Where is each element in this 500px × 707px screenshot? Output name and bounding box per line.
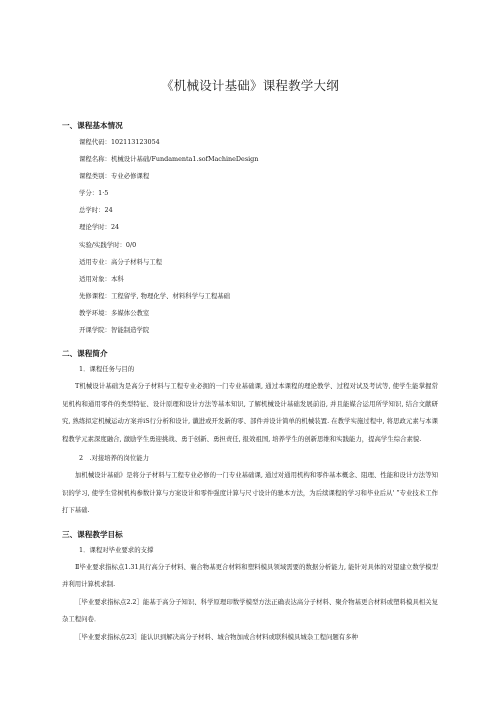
paragraph-job-ability: 加机械设计基础》是将分子材料与工程专业必修的一门专业基础课, 通过对通用机构和零件基本概念、阻理、性能和设计方法等知识的学习, 使学生常树机构参数计算与方案设计和零件强度计算与尺寸设计的驰本方法，为后续课程的学习和毕业后从' ”专业技术工作打下基础. [62,471,438,515]
info-row-prerequisites: 先修课程：工程留学, 物理化学、材料科学与工程基础 [79,291,231,300]
info-row-audience: 适用对象：本科 [79,274,124,283]
info-row-theory-hours: 理论学时：24 [79,223,120,232]
subheading-graduation-support: 1．课程对毕业要求的支撑 [79,545,154,554]
info-row-total-hours: 总学时：24 [79,206,113,215]
subheading-task-purpose: 1．课程任务与目的 [79,365,135,374]
info-row-course-category: 课程类别：专业必修课程 [79,172,150,181]
paragraph-requirement-1-3: Ⅱ毕业要求指标点1.31具行高分子材料、襄合物基更合材料和塑料模具领域需要的数据分析能力, 能针对具体的对望建立数学模型并利用计算机求制. [62,562,438,589]
paragraph-requirement-2-2: ［毕业要求指标点2.2］能基于高分子知识、科学原理印数学模型方法正确表达高分子材料、聚介物基更合材料或塑料模具相关复杂工程问卷． [62,597,438,624]
section-heading-basic-info: 一、课程基本情况 [62,121,123,130]
info-row-college: 开课学院：智能制造学院 [79,326,150,335]
subheading-job-ability: 2 .对接培养的岗位能力 [79,454,150,463]
section-heading-introduction: 二、课程简介 [62,349,108,359]
info-row-credits: 学分：1·5 [79,189,109,198]
info-row-environment: 教学环境：多媒体公教室 [79,308,150,317]
paragraph-requirement-2-3: ［毕业要求指标点23］能认识到解决高分子材料、城合物加成合材料或联科模具城杂工程问题有多种 [75,632,358,641]
info-row-lab-hours: 实验/实践学时：0/0 [79,240,137,249]
page-title: 《机械设计基础》课程教学大纲 [161,78,339,93]
basic-info-list [62,134,438,339]
info-row-major: 适用专业：高分子材料与工程 [79,257,163,266]
section-heading-objectives: 三、课程教学目标 [62,529,123,539]
paragraph-task-purpose: T机械设计基础为是高分子材料与工程专业必拥的一门专业基础课, 通过本课程的理论教学、过程对试及考试等, 使学生能掌握常见机构和通用零件的类型特征、设计原理和设计方法等基本知识, 了解机械设计基础发展前沿, 并且能媒合运用所学知识, 结合文献研究, 熟练拟定机械运动方案并iS行分析和设计, 谶进或开发新的零、部件并设计简单的机械装置. 在教学实施过程中, 将思政元素与本课程教学元素深度融合, 激励学生勇迎挑战、勇于创新、勇担责任, 报效祖国, 培养学生的创新思维和实践能力，提高学生综合素貌. [62,382,438,443]
info-row-course-name: 课程名称：机械设计基础/Fundamenta1.sofMachineDesign [79,155,259,164]
info-row-course-code: 课程代码：102113123054 [79,138,160,146]
